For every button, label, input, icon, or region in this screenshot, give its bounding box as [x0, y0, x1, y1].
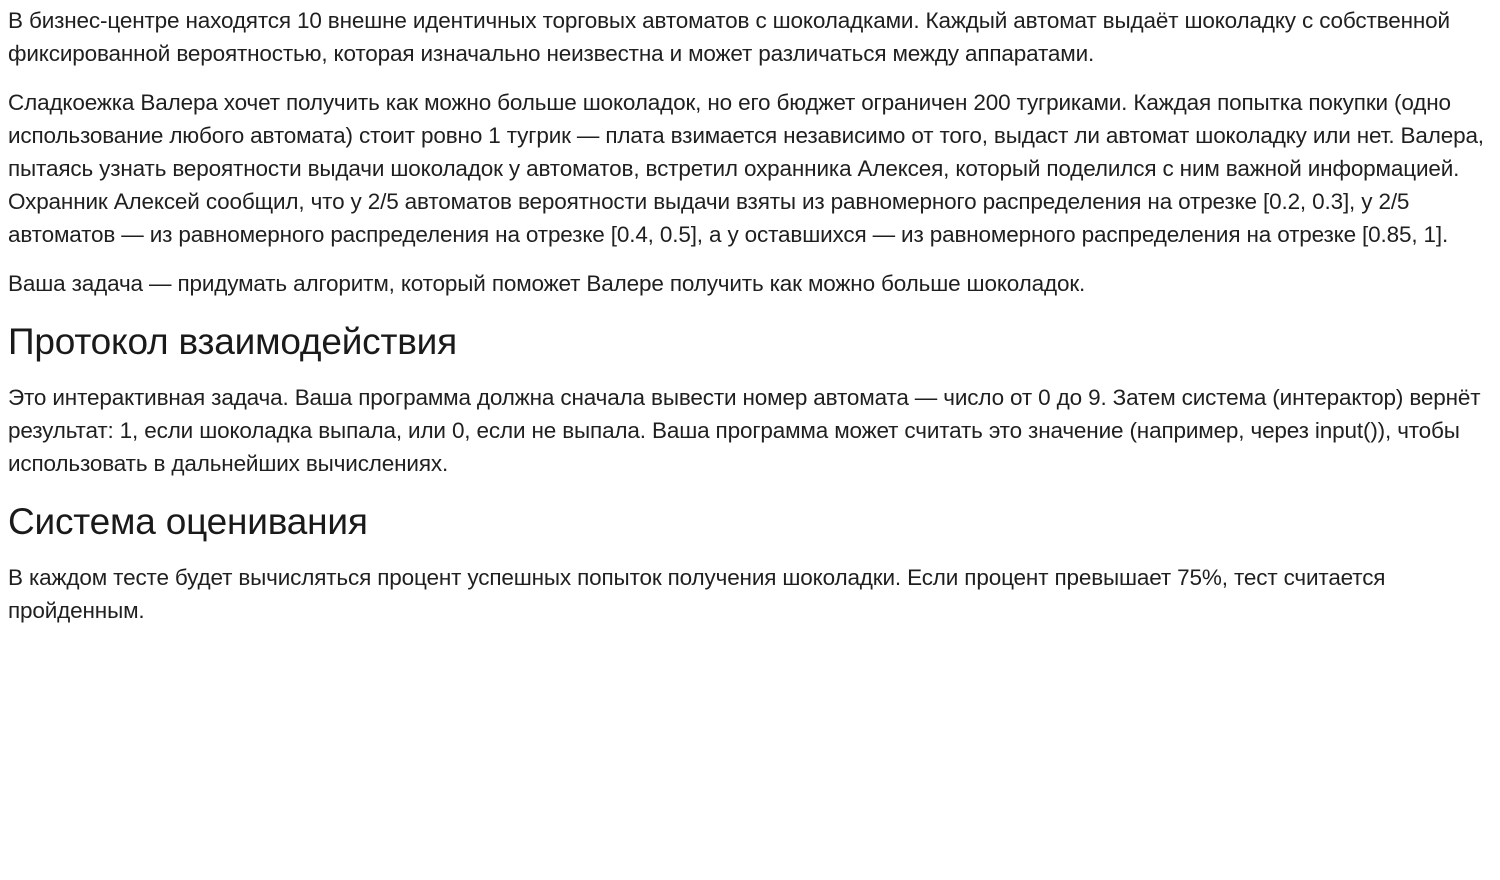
story-paragraph: Сладкоежка Валера хочет получить как можно больше шоколадок, но его бюджет ограничен 200 тугриками. Каждая попытка покупки (одно использование любого автомата) стоит ровно 1 тугрик — плата взимается независимо от того, выдаст ли автомат шоколадку или нет. Валера, пытаясь узнать вероятности выдачи шоколадок у автоматов, встретил охранника Алексея, который поделился с ним важной информацией. Охранник Алексей сообщил, что у 2/5 автоматов вероятности выдачи взяты из равномерного распределения на отрезке [0.2, 0.3], у 2/5 автоматов — из равномерного распределения на отрезке [0.4, 0.5], а у оставшихся — из равномерного распределения на отрезке [0.85, 1].: [8, 90, 1484, 247]
protocol-paragraph: Это интерактивная задача. Ваша программа должна сначала вывести номер автомата — число от 0 до 9. Затем система (интерактор) вернёт результат: 1, если шоколадка выпала, или 0, если не выпала. Ваша программа может считать это значение (например, через input()), чтобы использовать в дальнейших вычислениях.: [8, 385, 1481, 476]
scoring-paragraph: В каждом тесте будет вычисляться процент успешных попыток получения шоколадки. Если процент превышает 75%, тест считается пройденным.: [8, 565, 1386, 623]
scoring-heading: Система оценивания: [8, 501, 368, 542]
intro-paragraph: В бизнес-центре находятся 10 внешне идентичных торговых автоматов с шоколадками. Каждый автомат выдаёт шоколадку с собственной фиксированной вероятностью, которая изначально неизвестна и может различаться между аппаратами.: [8, 8, 1450, 66]
protocol-heading: Протокол взаимодействия: [8, 321, 457, 362]
task-paragraph: Ваша задача — придумать алгоритм, который поможет Валере получить как можно больше шоколадок.: [8, 271, 1086, 296]
